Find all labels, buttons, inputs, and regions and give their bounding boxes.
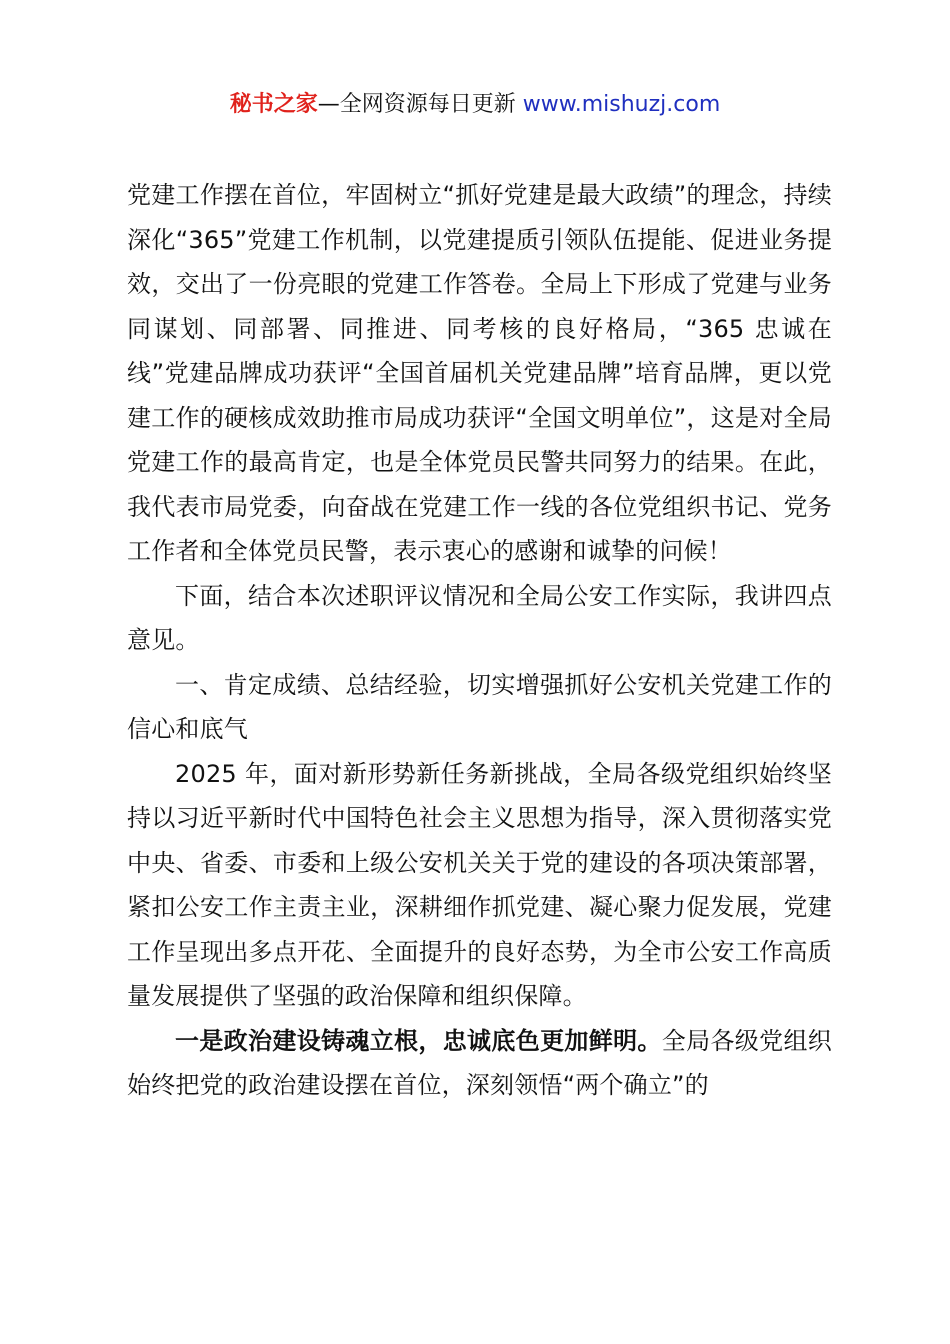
header-brand: 秘书之家 [229,92,318,117]
bold-lead-phrase: 一是政治建设铸魂立根，忠诚底色更加鲜明。 [175,1026,662,1055]
section-heading-one: 一、肯定成绩、总结经验，切实增强抓好公安机关党建工作的信心和底气 [127,670,832,743]
paragraph-intro: 下面，结合本次述职评议情况和全局公安工作实际，我讲四点意见。 [127,581,832,654]
document-body [127,173,832,1108]
paragraph-text: 全局各级党组织始终把党的政治建设摆在首位，深刻领悟“两个确立”的 [127,1026,832,1099]
paragraph-continuation: 党建工作摆在首位，牢固树立“抓好党建是最大政绩”的理念，持续深化“365”党建工作机制，以党建提质引领队伍提能、促进业务提效，交出了一份亮眼的党建工作答卷。全局上下形成了党建与业务同谋划、同部署、同推进、同考核的良好格局，“365 忠诚在线”党建品牌成功获评“全国首届机关党建品牌”培育品牌，更以党建工作的硬核成效助推市局成功获评“全国文明单位”，这是对全局党建工作的最高肯定，也是全体党员民警共同努力的结果。在此，我代表市局党委，向奋战在党建工作一线的各位党组织书记、党务工作者和全体党员民警，表示衷心的感谢和诚挚的问候！ [127,181,832,565]
header-url-link[interactable]: www.mishuzj.com [522,92,721,117]
paragraph-2025-summary: 2025 年，面对新形势新任务新挑战，全局各级党组织始终坚持以习近平新时代中国特色社会主义思想为指导，深入贯彻落实党中央、省委、市委和上级公安机关关于党的建设的各项决策部署，紧扣公安工作主责主业，深耕细作抓党建、凝心聚力促发展，党建工作呈现出多点开花、全面提升的良好态势，为全市公安工作高质量发展提供了坚强的政治保障和组织保障。 [127,759,832,1010]
paragraph-political-building [127,1019,832,1108]
page-header [0,88,950,122]
header-slogan: —全网资源每日更新 [317,92,523,117]
